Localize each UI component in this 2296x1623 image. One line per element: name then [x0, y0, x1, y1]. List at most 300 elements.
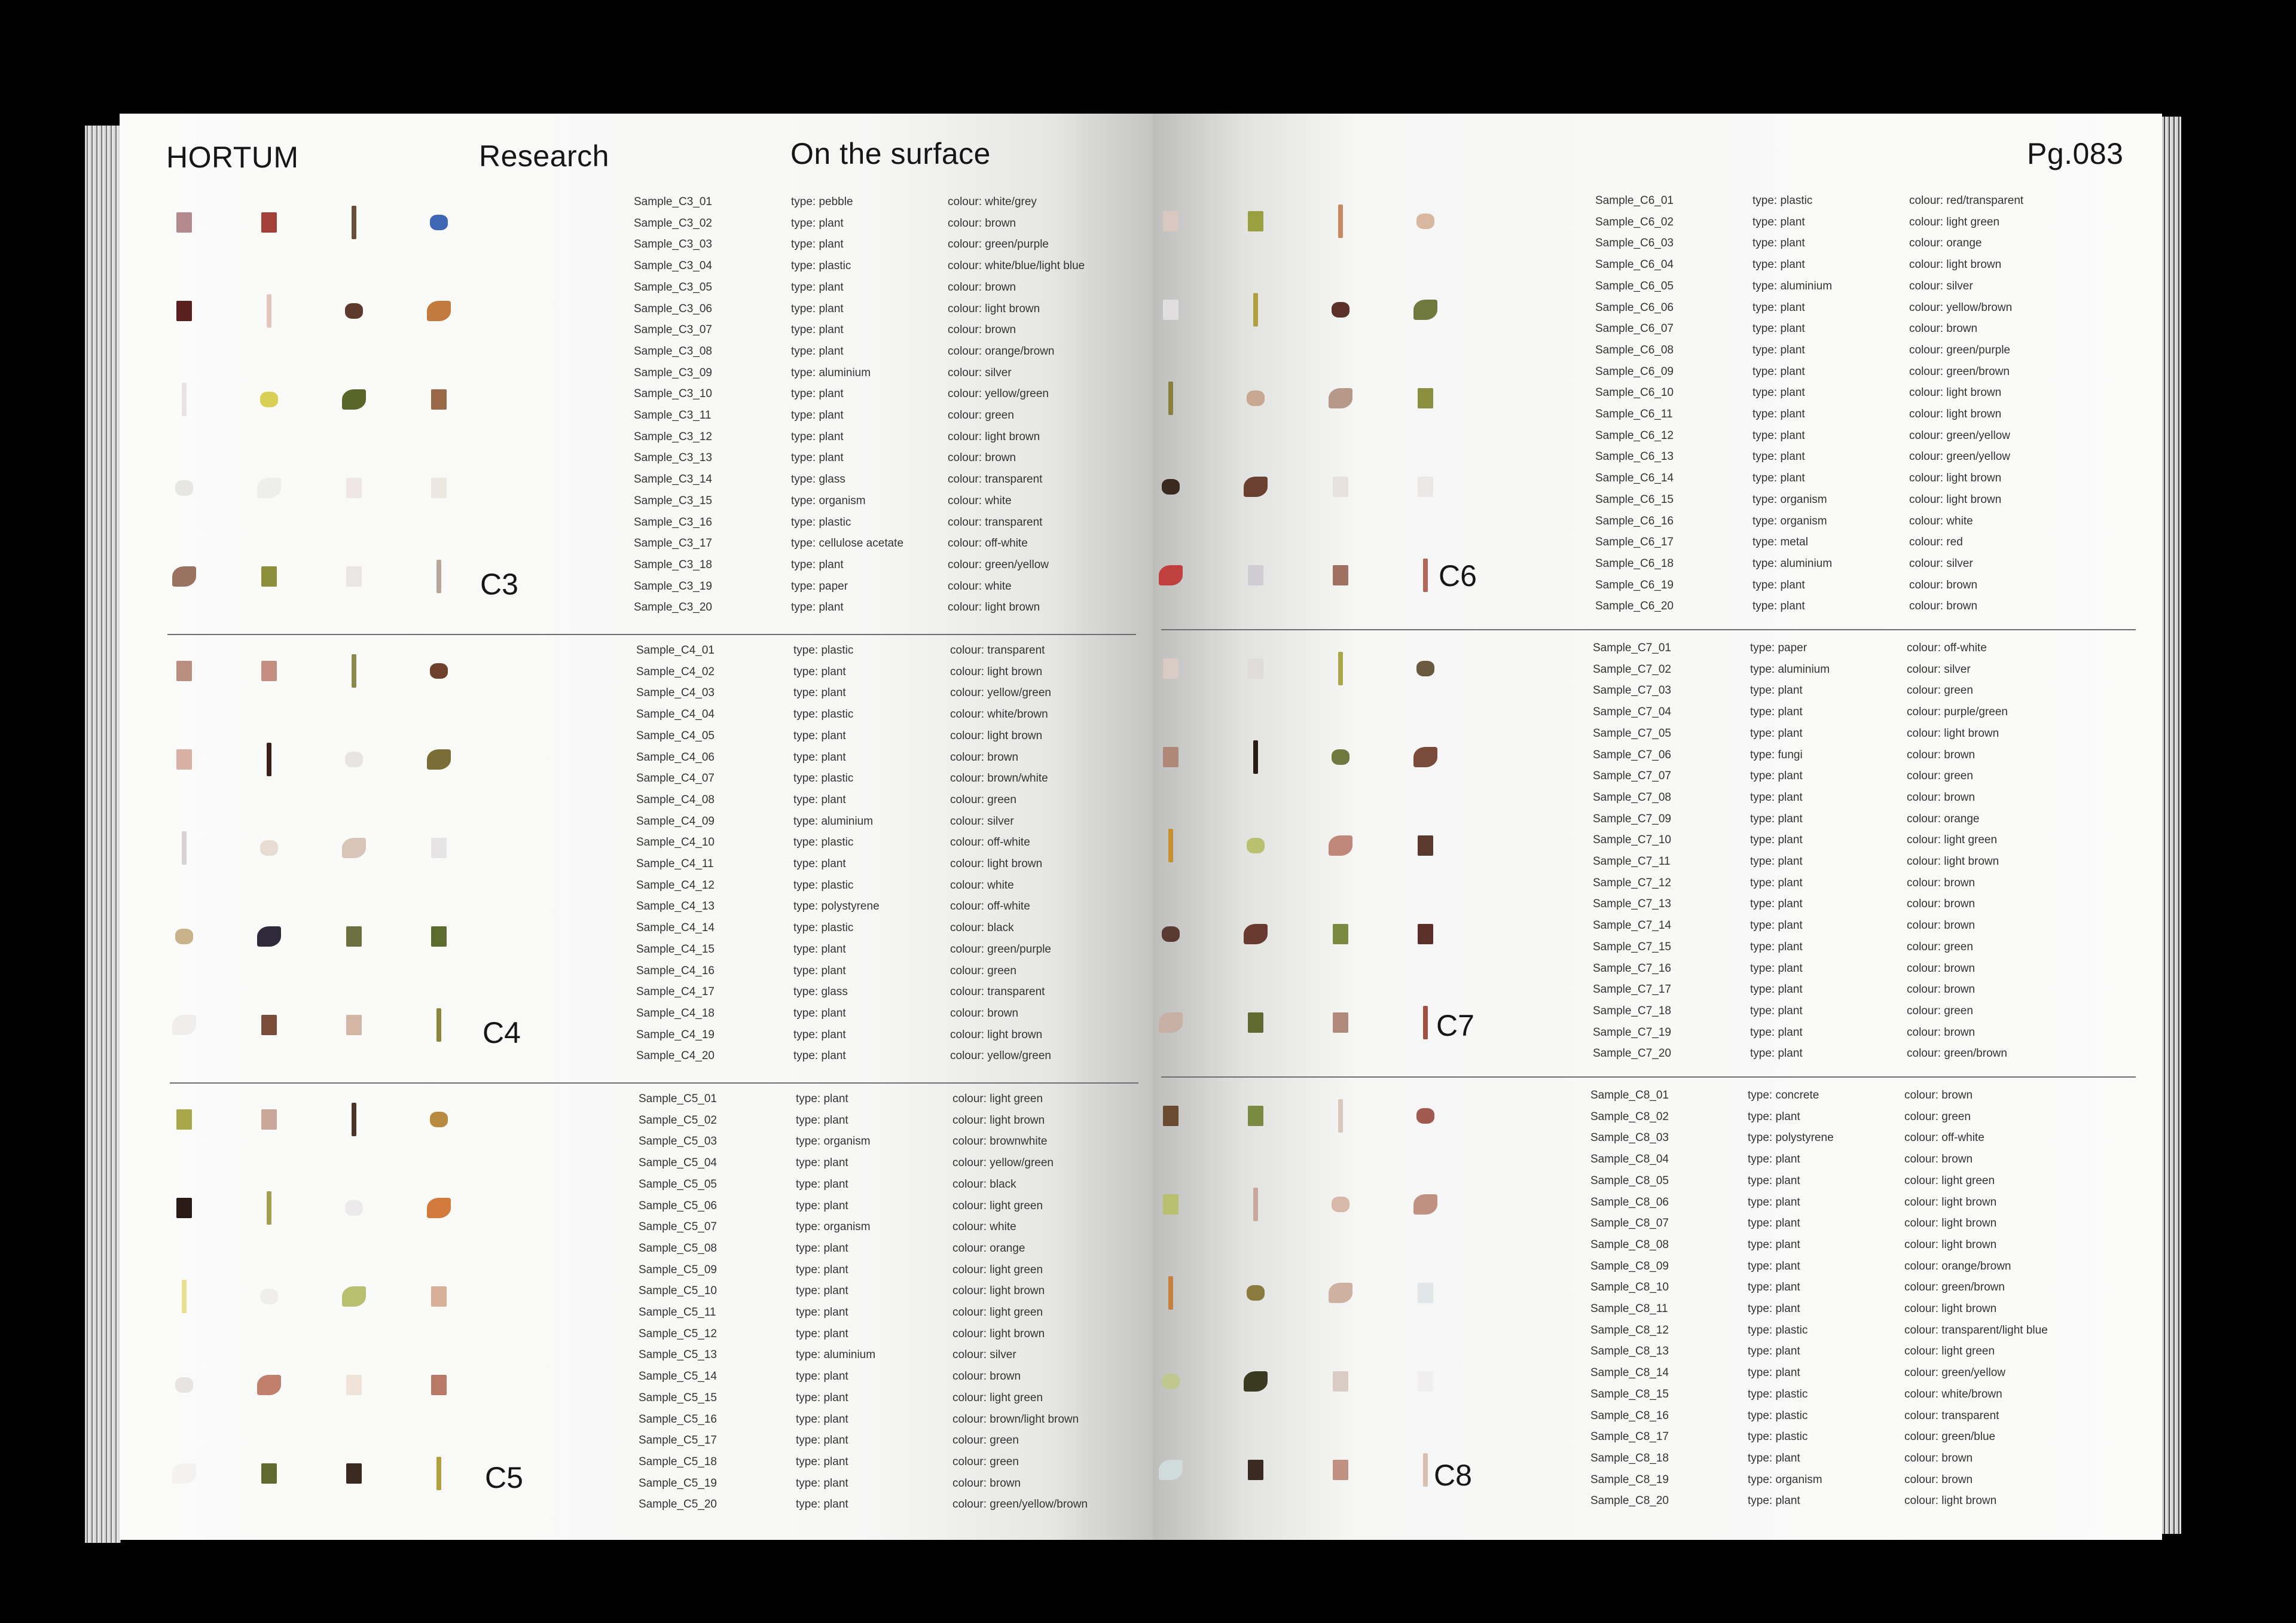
- sample-thumbnail: [182, 383, 187, 416]
- sample-colour: colour: brown: [950, 751, 1019, 764]
- sample-type: type: plastic: [793, 878, 854, 892]
- page-title: On the surface: [790, 137, 991, 170]
- sample-type: type: plant: [793, 751, 846, 764]
- sample-id: Sample_C6_04: [1595, 258, 1674, 271]
- sample-type: type: organism: [796, 1221, 871, 1234]
- sample-thumbnail: [1329, 388, 1352, 408]
- sample-type: type: plant: [793, 1050, 846, 1063]
- sample-type: type: aluminium: [1750, 663, 1830, 676]
- sample-id: Sample_C6_08: [1595, 343, 1674, 356]
- sample-id: Sample_C6_11: [1595, 408, 1673, 420]
- sample-colour: colour: light brown: [948, 601, 1040, 614]
- sample-colour: colour: white/brown: [950, 708, 1048, 721]
- sample-thumbnail: [182, 831, 187, 865]
- sample-colour: colour: brown: [952, 1370, 1021, 1383]
- sample-id: Sample_C5_06: [639, 1199, 717, 1212]
- sample-id: Sample_C6_17: [1595, 536, 1674, 549]
- sample-id: Sample_C3_16: [634, 515, 712, 529]
- sample-colour: colour: light brown: [1909, 386, 2002, 399]
- sample-colour: colour: silver: [950, 814, 1014, 828]
- sample-id: Sample_C6_06: [1595, 301, 1674, 314]
- sample-type: type: plastic: [793, 836, 854, 849]
- sample-colour: colour: transparent: [1904, 1409, 1999, 1422]
- sample-thumbnail: [176, 301, 192, 321]
- sample-type: type: plant: [791, 324, 844, 337]
- sample-thumbnail: [1168, 1276, 1173, 1310]
- sample-id: Sample_C7_07: [1593, 770, 1671, 783]
- sample-thumbnail: [1418, 1371, 1433, 1392]
- sample-id: Sample_C3_02: [634, 216, 712, 230]
- sample-type: type: plant: [793, 793, 846, 806]
- sample-id: Sample_C5_17: [639, 1434, 717, 1447]
- sample-id: Sample_C7_16: [1593, 962, 1671, 975]
- sample-id: Sample_C4_01: [636, 644, 715, 657]
- sample-type: type: plant: [1752, 429, 1805, 442]
- sample-type: type: plant: [1750, 834, 1803, 847]
- sample-colour: colour: light green: [952, 1199, 1043, 1212]
- sample-thumbnail: [1418, 388, 1433, 408]
- sample-colour: colour: green: [1907, 940, 1973, 953]
- sample-type: type: organism: [1752, 493, 1827, 506]
- sample-id: Sample_C4_02: [636, 665, 715, 678]
- sample-colour: colour: brown: [1904, 1451, 1973, 1465]
- sample-type: type: plant: [796, 1370, 848, 1383]
- sample-thumbnail: [1159, 1460, 1183, 1480]
- sample-id: Sample_C5_09: [639, 1263, 717, 1276]
- sample-id: Sample_C4_07: [636, 772, 715, 785]
- sample-type: type: plant: [796, 1113, 848, 1127]
- sample-id: Sample_C5_05: [639, 1177, 717, 1191]
- sample-thumbnail: [261, 566, 277, 587]
- sample-id: Sample_C3_11: [634, 409, 712, 422]
- sample-colour: colour: light brown: [1909, 493, 2002, 506]
- sample-type: type: polystyrene: [1748, 1131, 1834, 1145]
- sample-thumbnail: [1333, 1371, 1348, 1392]
- sample-colour: colour: brown: [1907, 748, 1976, 761]
- sample-id: Sample_C4_16: [636, 964, 715, 977]
- sample-type: type: plant: [1752, 472, 1805, 485]
- sample-colour: colour: light brown: [952, 1285, 1045, 1298]
- sample-type: type: plant: [1752, 343, 1805, 356]
- sample-type: type: paper: [791, 579, 848, 593]
- sample-colour: colour: light brown: [1909, 258, 2002, 271]
- sample-id: Sample_C8_01: [1590, 1089, 1669, 1102]
- sample-colour: colour: off-white: [948, 537, 1028, 550]
- sample-thumbnail: [1418, 477, 1433, 497]
- sample-type: type: plant: [793, 1028, 846, 1041]
- sample-type: type: organism: [1748, 1473, 1822, 1486]
- sample-type: type: plant: [796, 1285, 848, 1298]
- sample-colour: colour: green: [948, 409, 1014, 422]
- sample-id: Sample_C8_12: [1590, 1323, 1669, 1337]
- sample-colour: colour: light green: [952, 1263, 1043, 1276]
- sample-id: Sample_C5_15: [639, 1391, 717, 1404]
- sample-thumbnail: [1168, 829, 1173, 862]
- sample-id: Sample_C7_15: [1593, 940, 1671, 953]
- sample-type: type: plant: [796, 1157, 848, 1170]
- sample-id: Sample_C8_03: [1590, 1131, 1669, 1145]
- section-divider: [1161, 629, 2136, 630]
- sample-section-c5: [120, 1088, 1153, 1537]
- sample-type: type: plant: [1748, 1366, 1800, 1380]
- sample-id: Sample_C5_08: [639, 1241, 717, 1255]
- sample-thumbnail: [1253, 1188, 1258, 1221]
- sample-colour: colour: transparent: [950, 644, 1045, 657]
- sample-colour: colour: brown: [1907, 919, 1976, 932]
- sample-type: type: plant: [1750, 919, 1803, 932]
- sample-thumbnail: [1248, 1012, 1263, 1033]
- sample-colour: colour: green/purple: [950, 942, 1051, 956]
- section-divider: [1161, 1076, 2136, 1078]
- sample-id: Sample_C7_14: [1593, 919, 1671, 932]
- sample-thumbnail: [427, 1198, 451, 1218]
- sample-colour: colour: green/yellow: [948, 558, 1049, 571]
- sample-colour: colour: brown: [1907, 791, 1976, 804]
- sample-thumbnail: [1423, 559, 1428, 592]
- sample-thumbnail: [1244, 1371, 1268, 1392]
- sample-thumbnail: [1244, 924, 1268, 944]
- sample-type: type: plastic: [791, 515, 851, 529]
- sample-thumbnail: [1338, 1099, 1343, 1133]
- sample-id: Sample_C7_03: [1593, 684, 1671, 697]
- sample-colour: colour: transparent/light blue: [1904, 1323, 2048, 1337]
- sample-colour: colour: silver: [952, 1349, 1016, 1362]
- sample-colour: colour: yellow/green: [948, 388, 1049, 401]
- sample-thumbnail: [346, 926, 362, 947]
- sample-id: Sample_C7_11: [1593, 855, 1671, 868]
- sample-type: type: plant: [791, 216, 844, 230]
- sample-thumbnail: [1162, 1374, 1180, 1389]
- sample-type: type: plant: [1750, 684, 1803, 697]
- sample-colour: colour: green/purple: [1909, 343, 2010, 356]
- sample-thumbnail: [345, 303, 363, 319]
- sample-id: Sample_C6_19: [1595, 578, 1674, 591]
- sample-id: Sample_C3_15: [634, 494, 712, 507]
- sample-id: Sample_C3_06: [634, 302, 712, 315]
- sample-thumbnail: [172, 1015, 196, 1035]
- sample-colour: colour: green/brown: [1907, 1047, 2007, 1060]
- sample-table: [634, 191, 1148, 634]
- sample-id: Sample_C7_13: [1593, 898, 1671, 911]
- sample-thumbnail: [1423, 1006, 1428, 1039]
- sample-id: Sample_C8_09: [1590, 1259, 1669, 1273]
- sample-id: Sample_C4_05: [636, 729, 715, 742]
- sample-thumbnail: [267, 294, 271, 328]
- sample-colour: colour: white: [948, 579, 1012, 593]
- sample-type: type: plastic: [793, 922, 854, 935]
- sample-type: type: plant: [796, 1093, 848, 1105]
- sample-colour: colour: brown: [948, 451, 1016, 465]
- sample-colour: colour: green: [952, 1434, 1019, 1447]
- sample-thumbnails: [1159, 190, 1416, 633]
- sample-thumbnail: [175, 1377, 193, 1393]
- sample-type: type: aluminium: [796, 1349, 876, 1362]
- sample-colour: colour: orange: [1909, 237, 1982, 250]
- sample-type: type: plant: [1748, 1494, 1800, 1508]
- sample-id: Sample_C5_10: [639, 1285, 717, 1298]
- sample-type: type: plant: [796, 1434, 848, 1447]
- sample-id: Sample_C6_15: [1595, 493, 1674, 506]
- sample-colour: colour: yellow/green: [950, 1050, 1051, 1063]
- sample-id: Sample_C3_13: [634, 451, 712, 465]
- sample-thumbnail: [260, 392, 278, 407]
- sample-thumbnail: [346, 566, 362, 587]
- sample-colour: colour: black: [950, 922, 1014, 935]
- sample-thumbnail: [1253, 293, 1258, 327]
- sample-type: type: plant: [791, 558, 844, 571]
- sample-id: Sample_C5_07: [639, 1221, 717, 1234]
- sample-thumbnail: [261, 1015, 277, 1035]
- sample-colour: colour: green/yellow/brown: [952, 1498, 1088, 1511]
- sample-id: Sample_C7_05: [1593, 727, 1671, 740]
- sample-colour: colour: light brown: [950, 665, 1043, 678]
- sample-type: type: plant: [1748, 1259, 1800, 1273]
- sample-type: type: plant: [796, 1413, 848, 1426]
- sample-thumbnail: [352, 654, 356, 688]
- sample-thumbnail: [257, 478, 281, 498]
- sample-id: Sample_C7_04: [1593, 706, 1671, 719]
- sample-type: type: plant: [796, 1306, 848, 1319]
- sample-type: type: organism: [796, 1135, 871, 1148]
- sample-type: type: plant: [1752, 322, 1805, 335]
- sample-colour: colour: green: [1907, 1004, 1973, 1017]
- sample-type: type: plant: [1750, 1047, 1803, 1060]
- sample-colour: colour: light brown: [1909, 408, 2002, 420]
- sample-colour: colour: brown: [1909, 322, 1978, 335]
- sample-thumbnail: [1332, 749, 1349, 765]
- sample-id: Sample_C8_11: [1590, 1302, 1668, 1315]
- sample-table: [639, 1088, 1153, 1531]
- sample-thumbnail: [1163, 658, 1178, 679]
- sample-type: type: plant: [796, 1241, 848, 1255]
- sample-type: type: organism: [791, 494, 866, 507]
- sample-colour: colour: red/transparent: [1909, 194, 2024, 207]
- sample-type: type: plant: [793, 687, 846, 700]
- sample-id: Sample_C3_04: [634, 260, 712, 273]
- sample-thumbnail: [1248, 1460, 1263, 1480]
- sample-type: type: plant: [791, 388, 844, 401]
- sample-type: type: plant: [796, 1498, 848, 1511]
- sample-thumbnail: [1333, 1460, 1348, 1480]
- sample-id: Sample_C4_15: [636, 942, 715, 956]
- sample-colour: colour: light green: [952, 1093, 1043, 1105]
- sample-colour: colour: brown: [948, 280, 1016, 294]
- sample-thumbnail: [261, 212, 277, 233]
- sample-type: type: plant: [1750, 727, 1803, 740]
- sample-type: type: plastic: [793, 772, 854, 785]
- sample-section-c7: [1153, 637, 2162, 1086]
- sample-id: Sample_C8_13: [1590, 1345, 1669, 1358]
- sample-id: Sample_C5_01: [639, 1093, 717, 1105]
- sample-id: Sample_C4_06: [636, 751, 715, 764]
- sample-id: Sample_C5_12: [639, 1327, 717, 1340]
- sample-thumbnail: [1338, 652, 1343, 685]
- sample-type: type: plant: [791, 409, 844, 422]
- sample-type: type: plant: [1750, 983, 1803, 996]
- sample-id: Sample_C4_14: [636, 922, 715, 935]
- sample-thumbnail: [1416, 661, 1434, 676]
- sample-id: Sample_C6_20: [1595, 600, 1674, 613]
- sample-thumbnail: [346, 1375, 362, 1395]
- sample-type: type: aluminium: [1752, 279, 1833, 292]
- sample-colour: colour: orange/brown: [948, 344, 1055, 358]
- sample-colour: colour: white: [950, 878, 1014, 892]
- sample-thumbnail: [1247, 838, 1265, 853]
- sample-type: type: plant: [1750, 791, 1803, 804]
- sample-colour: colour: white: [948, 494, 1012, 507]
- sample-id: Sample_C3_01: [634, 196, 712, 208]
- sample-thumbnail: [1159, 565, 1183, 585]
- sample-type: type: plant: [1752, 215, 1805, 228]
- sample-type: type: plant: [791, 451, 844, 465]
- sample-thumbnail: [1329, 1283, 1352, 1303]
- sample-colour: colour: brown: [1904, 1089, 1973, 1102]
- sample-type: type: plant: [791, 344, 844, 358]
- sample-thumbnail: [1416, 213, 1434, 229]
- sample-thumbnail: [431, 478, 447, 498]
- sample-id: Sample_C5_04: [639, 1157, 717, 1170]
- sample-thumbnail: [345, 1200, 363, 1216]
- sample-thumbnail: [1418, 835, 1433, 856]
- sample-type: type: plant: [1750, 876, 1803, 889]
- sample-thumbnail: [346, 1463, 362, 1484]
- sample-id: Sample_C4_20: [636, 1050, 715, 1063]
- sample-colour: colour: green: [950, 964, 1016, 977]
- sample-id: Sample_C3_17: [634, 537, 712, 550]
- sample-colour: colour: light green: [1907, 834, 1998, 847]
- sample-colour: colour: light green: [952, 1306, 1043, 1319]
- sample-thumbnail: [431, 1375, 447, 1395]
- sample-thumbnail: [427, 301, 451, 321]
- sample-colour: colour: silver: [1909, 279, 1973, 292]
- sample-id: Sample_C7_01: [1593, 642, 1671, 654]
- sample-thumbnail: [176, 661, 192, 681]
- sample-thumbnail: [176, 1198, 192, 1218]
- sample-type: type: plant: [791, 302, 844, 315]
- page-edges-left: [85, 126, 121, 1543]
- sample-type: type: plant: [1752, 237, 1805, 250]
- sample-id: Sample_C6_16: [1595, 514, 1674, 527]
- sample-colour: colour: silver: [948, 366, 1012, 379]
- sample-id: Sample_C4_04: [636, 708, 715, 721]
- sample-thumbnail: [1329, 835, 1352, 856]
- sample-thumbnail: [1159, 1012, 1183, 1033]
- sample-colour: colour: brown/light brown: [952, 1413, 1079, 1426]
- sample-colour: colour: white: [952, 1221, 1016, 1234]
- sample-id: Sample_C5_18: [639, 1455, 717, 1468]
- sample-colour: colour: light brown: [1907, 855, 1999, 868]
- sample-thumbnail: [1163, 211, 1178, 231]
- sample-thumbnail: [352, 1103, 356, 1136]
- sample-colour: colour: brown: [952, 1476, 1021, 1490]
- sample-colour: colour: brown: [948, 216, 1016, 230]
- sample-colour: colour: green: [952, 1455, 1019, 1468]
- sample-colour: colour: light brown: [1904, 1302, 1997, 1315]
- sample-thumbnail: [345, 752, 363, 767]
- sample-id: Sample_C5_13: [639, 1349, 717, 1362]
- sample-type: type: plant: [1750, 770, 1803, 783]
- sample-thumbnail: [1413, 747, 1437, 767]
- sample-id: Sample_C3_10: [634, 388, 712, 401]
- sample-colour: colour: brown: [1909, 600, 1978, 613]
- sample-colour: colour: yellow/brown: [1909, 301, 2013, 314]
- sample-type: type: plastic: [791, 260, 851, 273]
- brand-title: HORTUM: [166, 141, 299, 174]
- section-label: C7: [1436, 1009, 1474, 1042]
- sample-colour: colour: light green: [1904, 1345, 1995, 1358]
- sample-thumbnail: [1332, 302, 1349, 318]
- sample-colour: colour: light brown: [950, 1028, 1043, 1041]
- sample-id: Sample_C5_20: [639, 1498, 717, 1511]
- sample-type: type: plant: [1748, 1110, 1800, 1123]
- sample-colour: colour: brown/white: [950, 772, 1048, 785]
- sample-thumbnail: [352, 206, 356, 239]
- sample-type: type: pebble: [791, 196, 853, 208]
- sample-thumbnail: [431, 1286, 447, 1307]
- sample-thumbnail: [261, 1463, 277, 1484]
- sample-id: Sample_C6_12: [1595, 429, 1674, 442]
- sample-id: Sample_C4_08: [636, 793, 715, 806]
- sample-id: Sample_C3_03: [634, 238, 712, 251]
- sample-thumbnail: [1163, 747, 1178, 767]
- sample-type: type: plant: [1752, 600, 1805, 613]
- sample-id: Sample_C4_13: [636, 900, 715, 913]
- sample-id: Sample_C3_18: [634, 558, 712, 571]
- sample-id: Sample_C6_05: [1595, 279, 1674, 292]
- sample-thumbnail: [176, 1109, 192, 1130]
- sample-type: type: plant: [1752, 258, 1805, 271]
- sample-id: Sample_C5_11: [639, 1306, 716, 1319]
- sample-type: type: plant: [1748, 1174, 1800, 1187]
- sample-type: type: plant: [1750, 1026, 1803, 1039]
- sample-id: Sample_C3_12: [634, 430, 712, 443]
- sample-type: type: plant: [791, 238, 844, 251]
- sample-thumbnail: [1418, 924, 1433, 944]
- section-label: C3: [480, 568, 518, 601]
- sample-thumbnail: [346, 478, 362, 498]
- sample-colour: colour: light brown: [948, 302, 1040, 315]
- sample-type: type: aluminium: [793, 814, 874, 828]
- sample-thumbnail: [182, 1280, 187, 1313]
- sample-colour: colour: light brown: [1904, 1238, 1997, 1251]
- sample-type: type: plant: [1748, 1345, 1800, 1358]
- sample-colour: colour: transparent: [950, 986, 1045, 999]
- sample-thumbnail: [267, 1191, 271, 1225]
- sample-colour: colour: black: [952, 1177, 1016, 1191]
- sample-thumbnail: [267, 743, 271, 776]
- sample-table: [1593, 637, 2131, 1080]
- sample-id: Sample_C6_02: [1595, 215, 1674, 228]
- sample-thumbnail: [342, 838, 366, 858]
- sample-thumbnail: [261, 1109, 277, 1130]
- sample-type: type: plant: [791, 430, 844, 443]
- sample-type: type: plant: [1750, 1004, 1803, 1017]
- sample-colour: colour: green/brown: [1909, 365, 2010, 378]
- sample-id: Sample_C8_08: [1590, 1238, 1669, 1251]
- sample-thumbnail: [1248, 658, 1263, 679]
- sample-table: [636, 640, 1150, 1082]
- sample-type: type: plant: [1750, 962, 1803, 975]
- sample-thumbnail: [436, 1008, 441, 1042]
- sample-thumbnail: [1163, 1106, 1178, 1126]
- sample-type: type: glass: [791, 473, 845, 486]
- sample-type: type: plant: [1752, 408, 1805, 420]
- sample-type: type: plant: [1750, 898, 1803, 911]
- left-page: [120, 114, 1153, 1540]
- sample-thumbnail: [1163, 300, 1178, 320]
- sample-type: type: plant: [793, 665, 846, 678]
- sample-id: Sample_C6_03: [1595, 237, 1674, 250]
